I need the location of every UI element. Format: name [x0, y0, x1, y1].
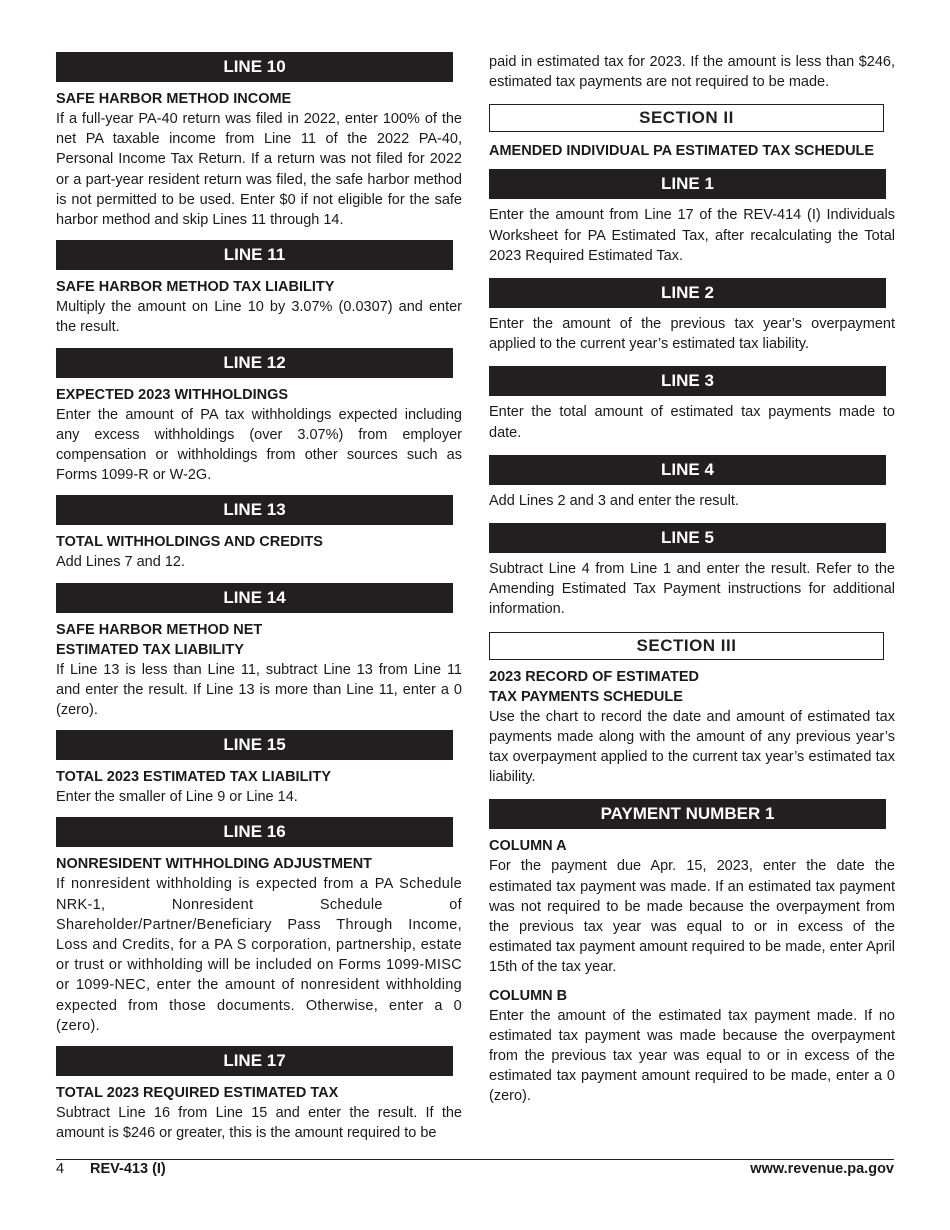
line-12-header: LINE 12	[56, 348, 453, 378]
line-10-text: If a full-year PA-40 return was filed in 2022, enter 100% of the net PA taxable income from Line 11 of the 2022 PA-40, Personal Income Tax Return. If a return was not filed for 2022 or a part-year resident return was filed, the safe harbor method is not permitted to be used. Enter $0 if not eligible for the safe harbor method and skip Lines 11 through 14.	[56, 111, 462, 229]
section-3-subheading-1: 2023 RECORD OF ESTIMATED	[489, 668, 700, 685]
line-12-text: Enter the amount of PA tax withholdings expected including any excess withholdings (over 3.07%) from employer compensation or withholdings from other sources such as Forms 1099-R or W-2G.	[56, 406, 462, 484]
line-13-header: LINE 13	[56, 495, 453, 525]
line-14-header: LINE 14	[56, 583, 453, 613]
line-15-subheading: TOTAL 2023 ESTIMATED TAX LIABILITY	[56, 769, 331, 786]
payment-1-header: PAYMENT NUMBER 1	[489, 799, 886, 829]
line-15-header: LINE 15	[56, 730, 453, 760]
line-14-subheading-1: SAFE HARBOR METHOD NET	[56, 621, 263, 638]
line-17-text: Subtract Line 16 from Line 15 and enter the result. If the amount is $246 or greater, this is the amount required to be	[56, 1105, 462, 1142]
footer-left	[56, 1161, 166, 1177]
form-id: REV-413 (I)	[90, 1161, 166, 1177]
line-12-subheading: EXPECTED 2023 WITHHOLDINGS	[56, 386, 289, 403]
line-1-text: Enter the amount from Line 17 of the REV-414 (I) Individuals Worksheet for PA Estimated Tax, after recalculating the Total 2023 Required Estimated Tax.	[489, 207, 895, 264]
website-link[interactable]: www.revenue.pa.gov	[750, 1161, 894, 1177]
line-5-header: LINE 5	[489, 523, 886, 553]
right-column	[489, 52, 895, 1107]
section-2-header: SECTION II	[489, 104, 884, 132]
footer-divider	[56, 1159, 894, 1160]
section-3-header: SECTION III	[489, 632, 884, 660]
line-3-text: Enter the total amount of estimated tax payments made to date.	[489, 404, 895, 441]
line-13-text: Add Lines 7 and 12.	[56, 554, 185, 571]
column-a-heading: COLUMN A	[489, 838, 567, 855]
line-3-header: LINE 3	[489, 366, 886, 396]
left-column	[56, 52, 462, 1143]
line-11-header: LINE 11	[56, 240, 453, 270]
line-17-header: LINE 17	[56, 1046, 453, 1076]
line-14-text: If Line 13 is less than Line 11, subtract Line 13 from Line 11 and enter the result. If Line 13 is more than Line 11, enter a 0 (zero).	[56, 661, 462, 719]
line-16-header: LINE 16	[56, 817, 453, 847]
line-2-header: LINE 2	[489, 278, 886, 308]
section-3-subheading-2: TAX PAYMENTS SCHEDULE	[489, 688, 683, 705]
line-11-text: Multiply the amount on Line 10 by 3.07% (0.0307) and enter the result.	[56, 299, 462, 336]
line-4-header: LINE 4	[489, 455, 886, 485]
line-1-header: LINE 1	[489, 169, 886, 199]
line-16-subheading: NONRESIDENT WITHHOLDING ADJUSTMENT	[56, 856, 373, 873]
line-11-subheading: SAFE HARBOR METHOD TAX LIABILITY	[56, 279, 335, 296]
section-2-subheading: AMENDED INDIVIDUAL PA ESTIMATED TAX SCHEDULE	[489, 143, 875, 160]
line-14-subheading-2: ESTIMATED TAX LIABILITY	[56, 641, 244, 658]
line-10-header: LINE 10	[56, 52, 453, 82]
line-10-subheading: SAFE HARBOR METHOD INCOME	[56, 91, 292, 107]
column-b-heading: COLUMN B	[489, 987, 568, 1004]
line-13-subheading: TOTAL WITHHOLDINGS AND CREDITS	[56, 534, 323, 551]
line-4-text: Add Lines 2 and 3 and enter the result.	[489, 492, 739, 509]
column-b-text: Enter the amount of the estimated tax payment made. If no estimated tax payment was made because the overpayment from the previous tax year was equal to or in excess of the estimated tax payment amount required to be made, enter a 0 (zero).	[489, 1007, 895, 1105]
page-number: 4	[56, 1161, 65, 1177]
line-16-text: If nonresident withholding is expected from a PA Schedule NRK-1, Nonresident Schedule of Shareholder/Partner/Beneficiary Pass Through Income, Loss and Credits, for a PA S corporation, partnership, estate or trust or withholding will be included on Forms 1099-MISC or 1099-NEC, enter the amount of nonresident withholding expected from those documents. Otherwise, enter a 0 (zero).	[56, 876, 462, 1034]
line-17-subheading: TOTAL 2023 REQUIRED ESTIMATED TAX	[56, 1085, 339, 1102]
column-a-text: For the payment due Apr. 15, 2023, enter the date the estimated tax payment was made. If an estimated tax payment was not required to be made because the overpayment from the previous tax year was equal to or in excess of the estimated tax payment amount required to be made, enter April 15th of the tax year.	[489, 858, 895, 976]
line-5-text: Subtract Line 4 from Line 1 and enter the result. Refer to the Amending Estimated Tax Payment instructions for additional information.	[489, 561, 895, 618]
line-2-text: Enter the amount of the previous tax year’s overpayment applied to the current year’s estimated tax liability.	[489, 316, 895, 353]
line-17-continuation: paid in estimated tax for 2023. If the amount is less than $246, estimated tax payments are not required to be made.	[489, 54, 895, 91]
section-3-text: Use the chart to record the date and amount of estimated tax payments made along with the amount of any previous year’s tax overpayment applied to the current tax year’s estimated tax liability.	[489, 708, 895, 786]
line-15-text: Enter the smaller of Line 9 or Line 14.	[56, 789, 298, 806]
